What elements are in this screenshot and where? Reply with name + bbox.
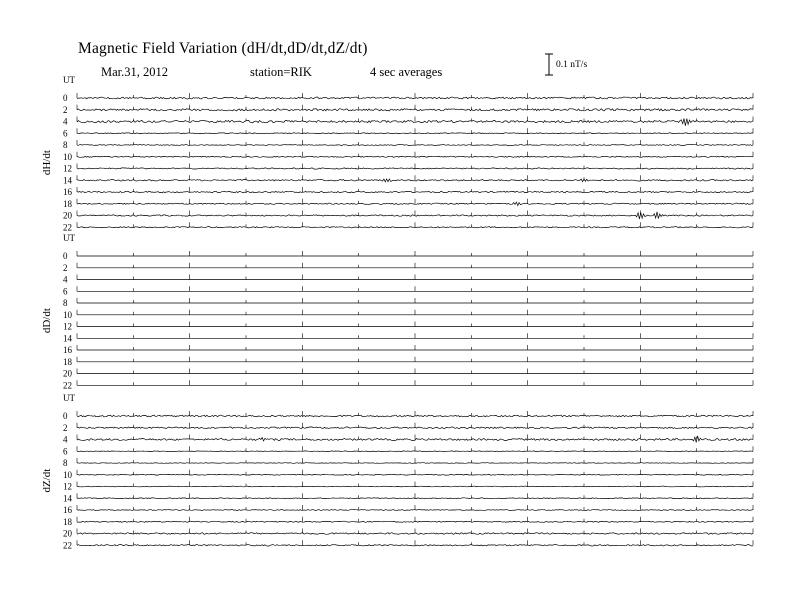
row-label: 2 [63, 104, 68, 115]
row-label: 18 [63, 356, 72, 367]
row-label: 12 [63, 321, 72, 332]
date-label: Mar.31, 2012 [101, 65, 169, 79]
row-label: 4 [63, 434, 68, 445]
row-label: 10 [63, 151, 72, 162]
row-label: 14 [63, 493, 72, 504]
row-label: 6 [63, 446, 68, 457]
panel-ylabel: dZ/dt [41, 468, 53, 493]
row-label: 18 [63, 198, 72, 209]
station-label: station=RIK [250, 65, 312, 79]
trace-line [77, 510, 753, 511]
row-label: 12 [63, 481, 72, 492]
row-label: 8 [63, 140, 68, 150]
row-label: 16 [63, 345, 72, 355]
row-label: 22 [63, 222, 72, 233]
row-label: 8 [63, 298, 68, 308]
panel-dD-dt [41, 233, 753, 390]
panel-dH-dt [41, 75, 753, 232]
row-label: 4 [63, 274, 68, 285]
row-label: 8 [63, 458, 68, 468]
trace-line [77, 474, 753, 475]
row-label: 4 [63, 116, 68, 127]
row-label: 10 [63, 469, 72, 480]
row-label: 0 [63, 251, 68, 261]
ut-axis-label: UT [63, 393, 75, 403]
row-label: 6 [63, 128, 68, 139]
row-label: 6 [63, 286, 68, 297]
chart-title: Magnetic Field Variation (dH/dt,dD/dt,dZ/dt) [78, 40, 368, 57]
row-label: 22 [63, 380, 72, 391]
row-label: 16 [63, 505, 72, 515]
trace-line [77, 415, 753, 417]
ut-axis-label: UT [63, 233, 75, 243]
row-label: 20 [63, 368, 72, 379]
ut-axis-label: UT [63, 75, 75, 85]
row-label: 2 [63, 262, 68, 273]
row-label: 2 [63, 422, 68, 433]
trace-line [77, 521, 753, 522]
row-label: 16 [63, 187, 72, 197]
row-label: 12 [63, 163, 72, 174]
row-label: 14 [63, 175, 72, 186]
trace-line [77, 451, 753, 452]
row-label: 18 [63, 516, 72, 527]
panel-ylabel: dH/dt [41, 150, 53, 176]
row-label: 14 [63, 333, 72, 344]
panel-dZ-dt [41, 393, 753, 550]
averaging-label: 4 sec averages [370, 65, 443, 79]
row-label: 22 [63, 540, 72, 551]
trace-line [77, 427, 753, 429]
row-label: 20 [63, 210, 72, 221]
row-label: 0 [63, 411, 68, 421]
row-label: 10 [63, 309, 72, 320]
row-label: 20 [63, 528, 72, 539]
panel-ylabel: dD/dt [41, 308, 53, 334]
trace-line [77, 463, 753, 464]
scale-bar-label: 0.1 nT/s [556, 60, 588, 70]
row-label: 0 [63, 93, 68, 103]
